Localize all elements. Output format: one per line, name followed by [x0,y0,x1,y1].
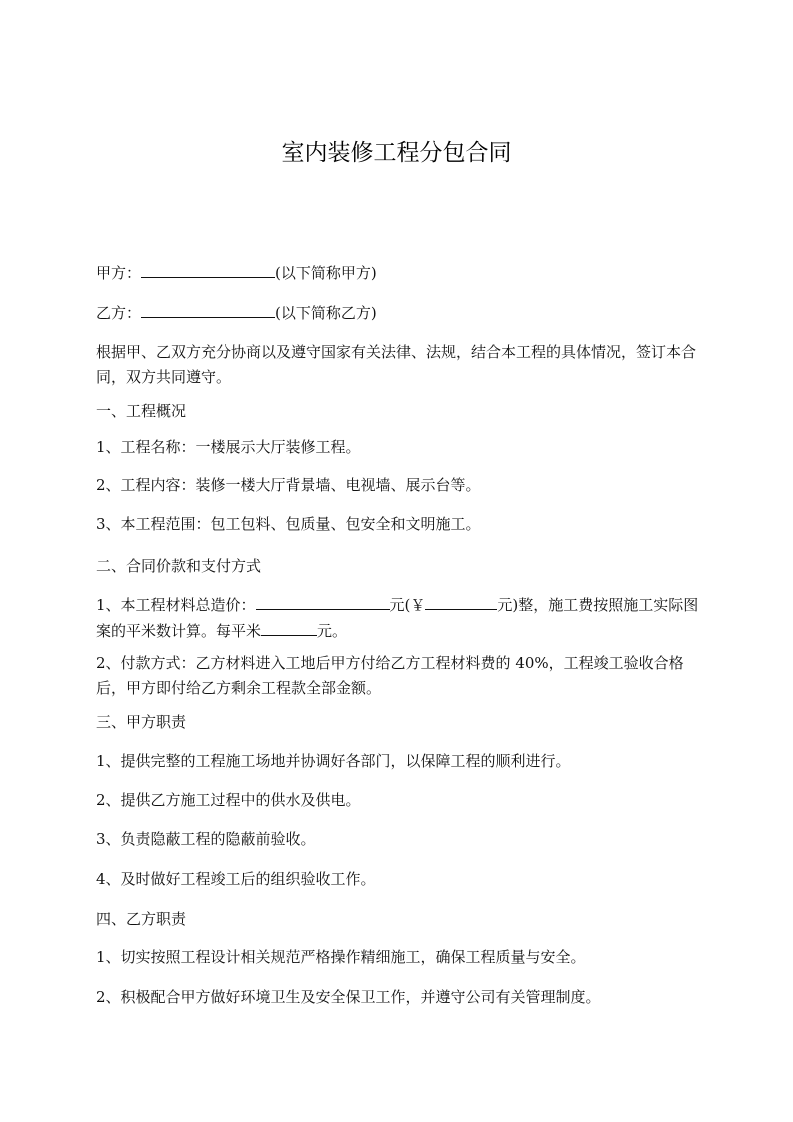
section-3-item-3: 3、负责隐蔽工程的隐蔽前验收。 [96,830,316,848]
section-3-item-1: 1、提供完整的工程施工场地并协调好各部门，以保障工程的顺利进行。 [96,752,571,770]
section-3-item-4: 4、及时做好工程竣工后的组织验收工作。 [96,870,376,888]
section-1-item-2: 2、工程内容：装修一楼大厅背景墙、电视墙、展示台等。 [96,476,481,494]
party-b-blank [141,300,275,318]
section-4-item-2: 2、积极配合甲方做好环境卫生及安全保卫工作，并遵守公司有关管理制度。 [96,988,601,1006]
section-2-heading: 二、合同价款和支付方式 [96,557,262,575]
price-text-c: 元)整，施工费按照施工实际图案的平米数计算。每平米 [96,596,699,640]
amount-blank [425,592,497,610]
price-text-d: 元。 [317,621,348,640]
section-3-heading: 三、甲方职责 [96,713,187,731]
section-4-heading: 四、乙方职责 [96,910,187,928]
party-a-note: (以下简称甲方) [275,264,377,282]
section-3-item-2: 2、提供乙方施工过程中的供水及供电。 [96,791,361,809]
section-2-item-1 [96,592,701,643]
party-a-blank [141,260,275,278]
party-a-label: 甲方： [96,264,142,282]
document-title: 室内装修工程分包合同 [281,140,512,166]
party-b-note: (以下简称乙方) [275,304,377,322]
price-text-b: 元(￥ [389,596,426,614]
unit-price-blank [261,618,317,636]
party-b-line [96,300,701,325]
section-1-heading: 一、工程概况 [96,402,187,420]
section-1-item-3: 3、本工程范围：包工包料、包质量、包安全和文明施工。 [96,515,481,533]
party-a-line [96,260,701,285]
section-4-item-1: 1、切实按照工程设计相关规范严格操作精细施工，确保工程质量与安全。 [96,948,586,966]
price-text-a: 1、本工程材料总造价： [96,596,256,614]
party-b-label: 乙方： [96,304,142,322]
section-2-item-2: 2、付款方式：乙方材料进入工地后甲方付给乙方工程材料费的 40%，工程竣工验收合格后，甲方即付给乙方剩余工程款全部金额。 [96,654,684,697]
section-1-item-1: 1、工程名称：一楼展示大厅装修工程。 [96,438,361,456]
preamble-paragraph: 根据甲、乙双方充分协商以及遵守国家有关法律、法规，结合本工程的具体情况，签订本合同，双方共同遵守。 [96,343,697,386]
total-price-blank [256,592,390,610]
